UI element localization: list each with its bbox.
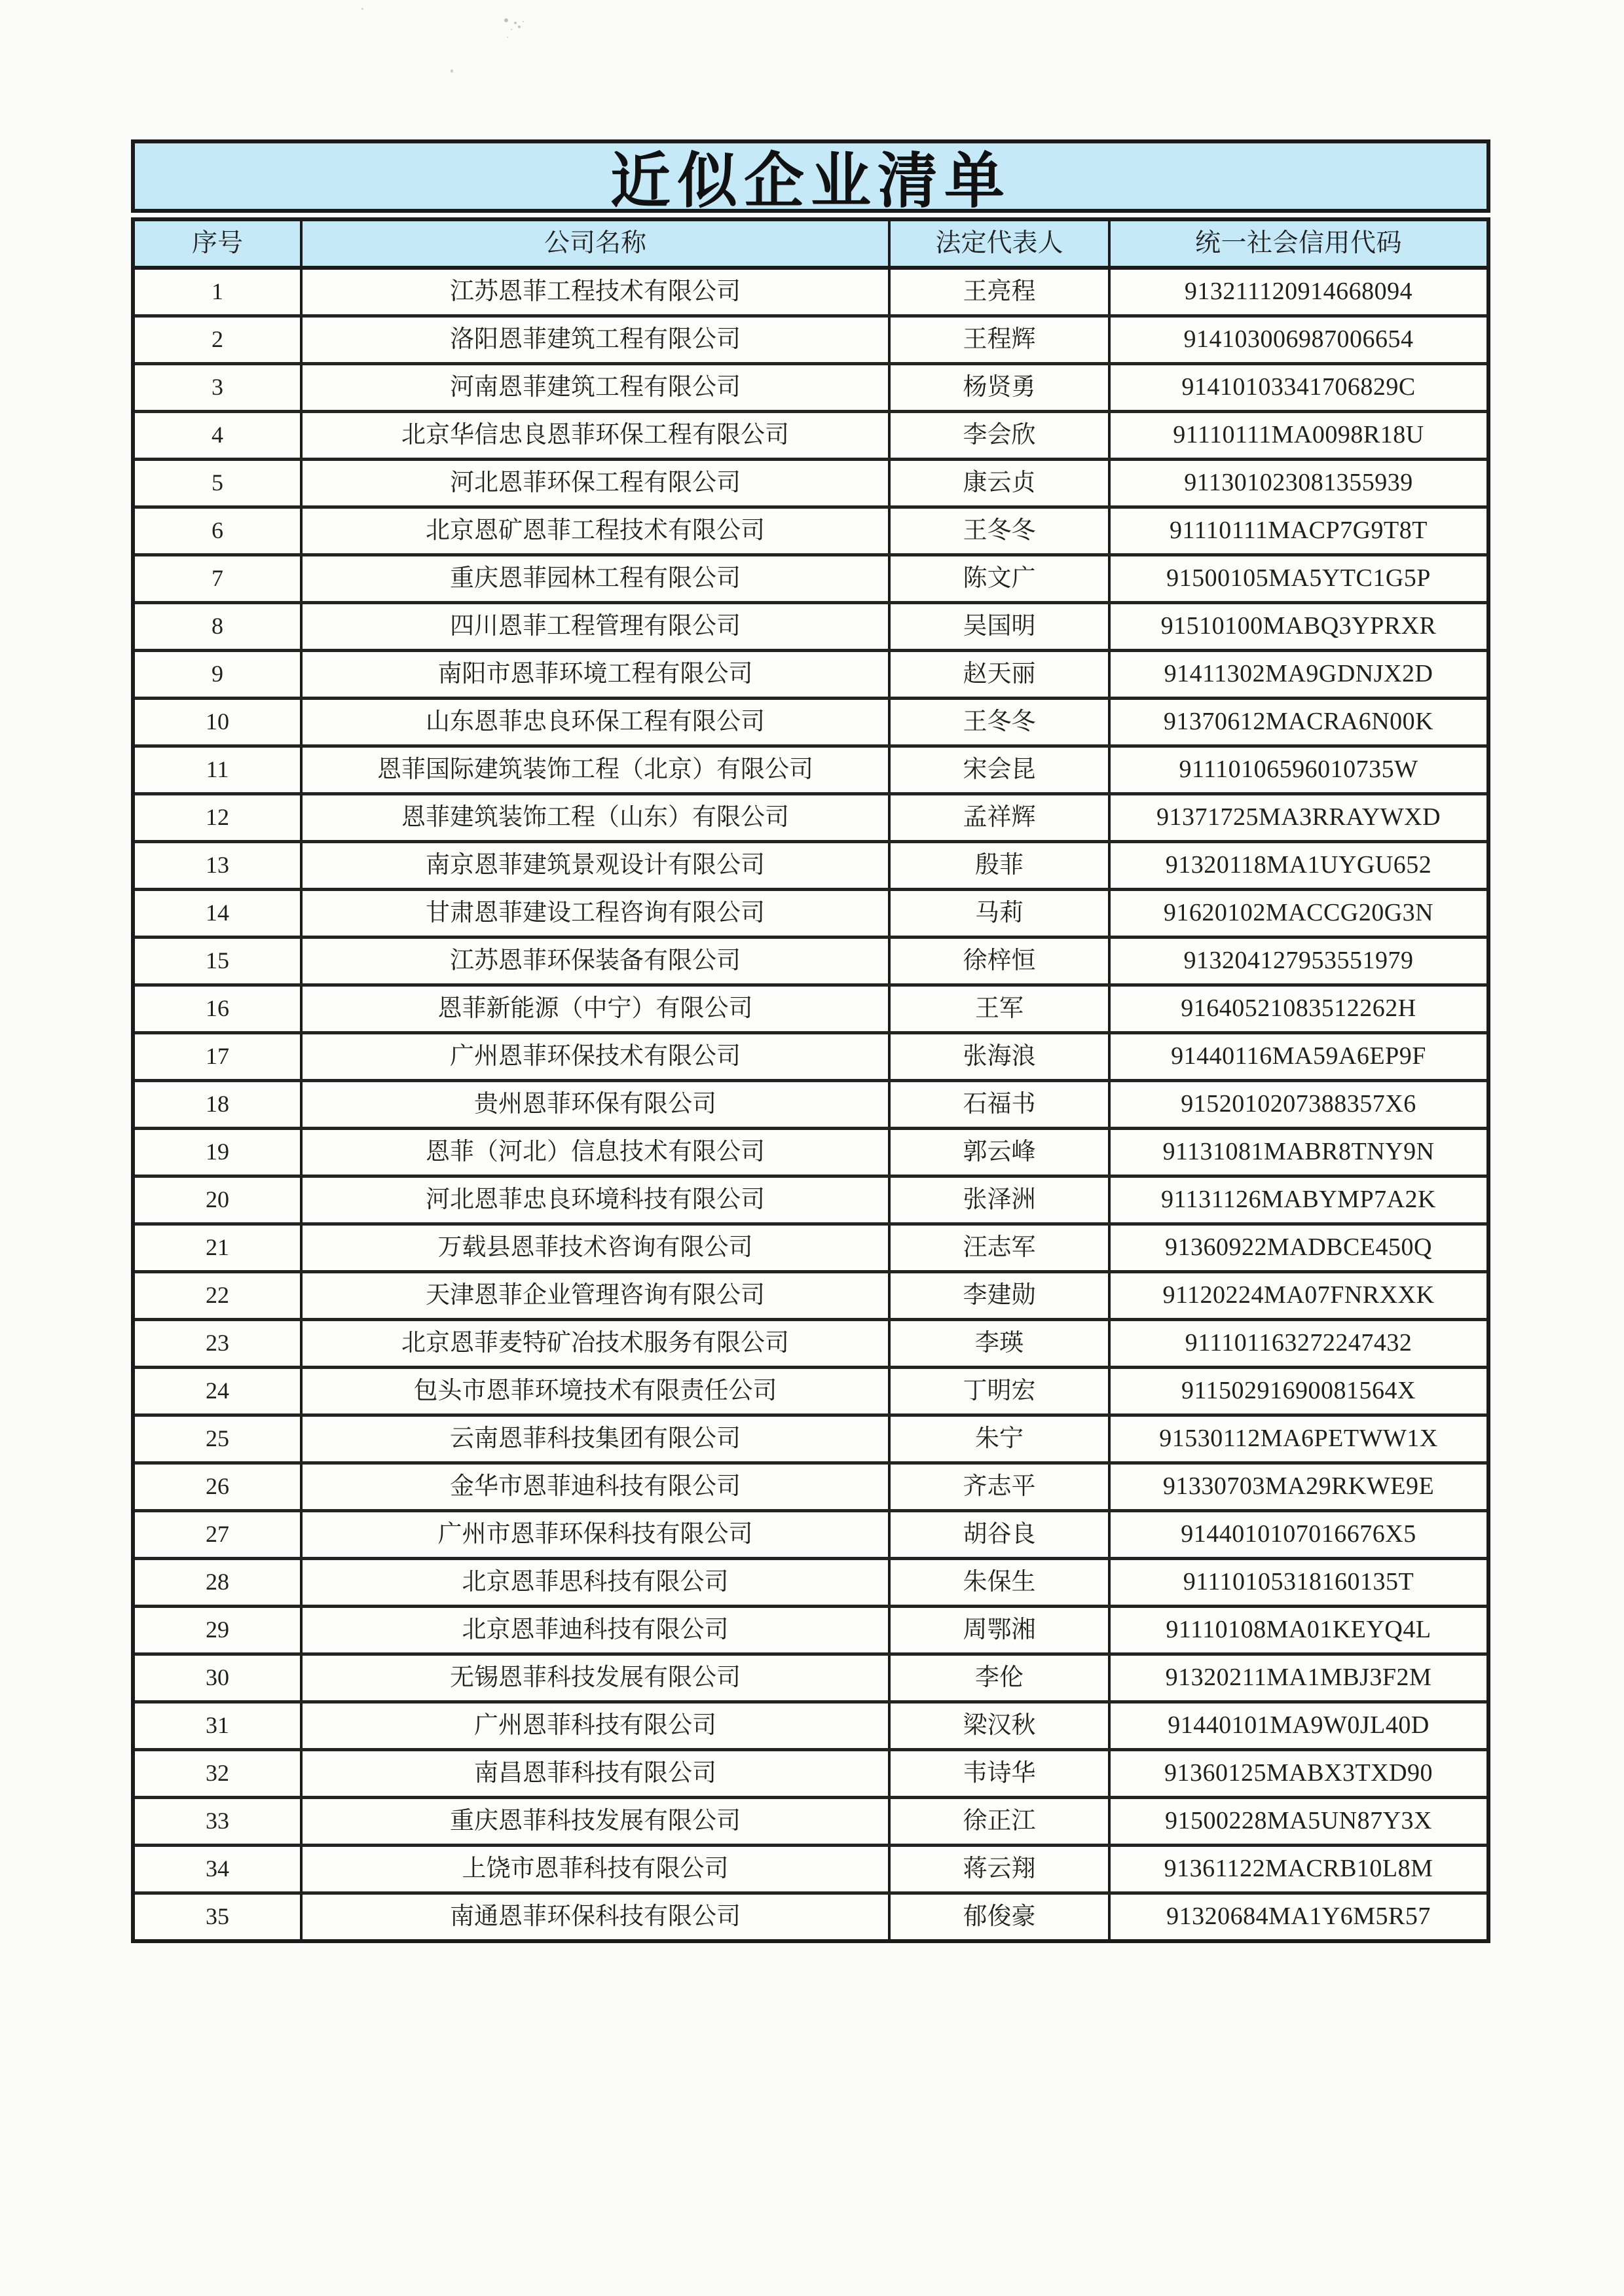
row-company-name: 重庆恩菲园林工程有限公司 [303, 556, 891, 601]
row-credit-code: 91320118MA1UYGU652 [1165, 851, 1432, 879]
row-serial-number: 7 [135, 556, 303, 601]
row-serial-number: 18 [135, 1082, 303, 1127]
row-legal-rep: 郭云峰 [891, 1130, 1111, 1175]
row-legal-rep: 孟祥辉 [891, 795, 1111, 840]
row-serial-number: 20 [135, 1178, 303, 1222]
row-company-name: 南通恩菲环保科技有限公司 [303, 1895, 891, 1939]
row-credit-code: 91360922MADBCE450Q [1164, 1233, 1433, 1262]
row-credit-code: 91131081MABR8TNY9N [1162, 1138, 1435, 1166]
row-credit-code: 91371725MA3RRAYWXD [1156, 803, 1441, 831]
row-credit-code: 911101163272247432 [1185, 1329, 1412, 1357]
row-company-name: 山东恩菲忠良环保工程有限公司 [303, 700, 891, 744]
row-company-name: 无锡恩菲科技发展有限公司 [303, 1656, 891, 1700]
row-legal-rep: 李瑛 [891, 1321, 1111, 1366]
row-serial-number: 29 [135, 1608, 303, 1652]
header-credit-code: 统一社会信用代码 [1194, 228, 1402, 257]
row-company-name: 恩菲国际建筑装饰工程（北京）有限公司 [303, 748, 891, 792]
row-serial-number: 22 [135, 1273, 303, 1318]
row-legal-rep: 殷菲 [891, 843, 1111, 888]
table-row [135, 983, 1486, 1031]
row-company-name: 南昌恩菲科技有限公司 [303, 1751, 891, 1796]
row-serial-number: 27 [135, 1512, 303, 1557]
row-company-name: 恩菲（河北）信息技术有限公司 [303, 1130, 891, 1175]
row-legal-rep: 李会欣 [891, 413, 1111, 458]
row-credit-code: 91510100MABQ3YPRXR [1160, 612, 1437, 640]
table-row [135, 1079, 1486, 1127]
row-serial-number: 1 [135, 270, 303, 314]
table-row [135, 1700, 1486, 1748]
table-row [135, 553, 1486, 601]
row-legal-rep: 王军 [891, 987, 1111, 1031]
row-legal-rep: 郁俊豪 [891, 1895, 1111, 1939]
row-company-name: 广州市恩菲环保科技有限公司 [303, 1512, 891, 1557]
row-credit-code: 91640521083512262H [1181, 994, 1416, 1023]
table-row [135, 1605, 1486, 1652]
row-serial-number: 30 [135, 1656, 303, 1700]
row-company-name: 恩菲新能源（中宁）有限公司 [303, 987, 891, 1031]
row-company-name: 北京恩菲思科技有限公司 [303, 1560, 891, 1605]
row-serial-number: 5 [135, 461, 303, 505]
row-legal-rep: 韦诗华 [891, 1751, 1111, 1796]
row-legal-rep: 康云贞 [891, 461, 1111, 505]
row-credit-code: 9152010207388357X6 [1181, 1090, 1416, 1118]
row-credit-code: 91500228MA5UN87Y3X [1165, 1807, 1432, 1835]
table-row [135, 314, 1486, 362]
table-row [135, 1891, 1486, 1939]
row-legal-rep: 王冬冬 [891, 700, 1111, 744]
row-legal-rep: 李伦 [891, 1656, 1111, 1700]
row-company-name: 包头市恩菲环境技术有限责任公司 [303, 1369, 891, 1413]
row-serial-number: 2 [135, 318, 303, 362]
row-credit-code: 91150291690081564X [1181, 1377, 1416, 1405]
table-row [135, 505, 1486, 553]
row-serial-number: 12 [135, 795, 303, 840]
row-company-name: 贵州恩菲环保有限公司 [303, 1082, 891, 1127]
row-legal-rep: 张海浪 [891, 1034, 1111, 1079]
row-legal-rep: 李建勋 [891, 1273, 1111, 1318]
row-credit-code: 91131126MABYMP7A2K [1160, 1186, 1436, 1214]
table-row [135, 888, 1486, 936]
table-row [135, 1031, 1486, 1079]
row-legal-rep: 梁汉秋 [891, 1704, 1111, 1748]
table-header-row [135, 221, 1486, 270]
row-credit-code: 91110108MA01KEYQ4L [1166, 1616, 1431, 1644]
header-serial-number: 序号 [135, 221, 303, 266]
table-row [135, 1175, 1486, 1222]
row-legal-rep: 宋会昆 [891, 748, 1111, 792]
row-credit-code: 91620102MACCG20G3N [1163, 899, 1434, 927]
row-legal-rep: 胡谷良 [891, 1512, 1111, 1557]
scan-artifact [504, 18, 508, 22]
row-credit-code: 91530112MA6PETWW1X [1159, 1425, 1438, 1453]
row-credit-code: 91500105MA5YTC1G5P [1166, 564, 1431, 592]
row-credit-code: 91120224MA07FNRXXK [1162, 1281, 1435, 1309]
row-legal-rep: 赵天丽 [891, 652, 1111, 697]
table-row [135, 1270, 1486, 1318]
table-row [135, 1413, 1486, 1461]
row-serial-number: 23 [135, 1321, 303, 1366]
table-row [135, 840, 1486, 888]
row-credit-code: 91110111MACP7G9T8T [1170, 517, 1428, 545]
row-legal-rep: 丁明宏 [891, 1369, 1111, 1413]
row-company-name: 广州恩菲科技有限公司 [303, 1704, 891, 1748]
row-credit-code: 91360125MABX3TXD90 [1164, 1759, 1433, 1787]
row-credit-code: 91110111MA0098R18U [1173, 421, 1424, 449]
row-company-name: 恩菲建筑装饰工程（山东）有限公司 [303, 795, 891, 840]
row-serial-number: 21 [135, 1226, 303, 1270]
row-serial-number: 31 [135, 1704, 303, 1748]
row-company-name: 金华市恩菲迪科技有限公司 [303, 1465, 891, 1509]
header-legal-rep: 法定代表人 [891, 221, 1111, 266]
row-legal-rep: 周鄂湘 [891, 1608, 1111, 1652]
table-row [135, 1366, 1486, 1413]
row-company-name: 重庆恩菲科技发展有限公司 [303, 1799, 891, 1844]
table-row [135, 1509, 1486, 1557]
row-legal-rep: 徐正江 [891, 1799, 1111, 1844]
row-serial-number: 13 [135, 843, 303, 888]
row-serial-number: 33 [135, 1799, 303, 1844]
table-row [135, 1796, 1486, 1844]
row-company-name: 甘肃恩菲建设工程咨询有限公司 [303, 891, 891, 936]
row-company-name: 洛阳恩菲建筑工程有限公司 [303, 318, 891, 362]
companies-table [131, 217, 1490, 1943]
row-company-name: 南阳市恩菲环境工程有限公司 [303, 652, 891, 697]
row-legal-rep: 吴国明 [891, 604, 1111, 649]
row-company-name: 云南恩菲科技集团有限公司 [303, 1417, 891, 1461]
row-legal-rep: 朱保生 [891, 1560, 1111, 1605]
table-row [135, 1318, 1486, 1366]
row-credit-code: 91320211MA1MBJ3F2M [1165, 1664, 1432, 1692]
table-row [135, 1748, 1486, 1796]
header-company-name: 公司名称 [303, 221, 891, 266]
row-company-name: 万载县恩菲技术咨询有限公司 [303, 1226, 891, 1270]
row-serial-number: 4 [135, 413, 303, 458]
row-legal-rep: 汪志军 [891, 1226, 1111, 1270]
row-credit-code: 91320684MA1Y6M5R57 [1166, 1903, 1431, 1931]
row-serial-number: 17 [135, 1034, 303, 1079]
row-legal-rep: 马莉 [891, 891, 1111, 936]
row-legal-rep: 杨贤勇 [891, 365, 1111, 410]
row-serial-number: 6 [135, 509, 303, 553]
table-row [135, 270, 1486, 314]
row-serial-number: 19 [135, 1130, 303, 1175]
row-serial-number: 24 [135, 1369, 303, 1413]
row-company-name: 广州恩菲环保技术有限公司 [303, 1034, 891, 1079]
row-serial-number: 35 [135, 1895, 303, 1939]
row-serial-number: 11 [135, 748, 303, 792]
row-company-name: 北京恩菲麦特矿冶技术服务有限公司 [303, 1321, 891, 1366]
row-credit-code: 91440116MA59A6EP9F [1171, 1042, 1426, 1070]
table-body [135, 270, 1486, 1939]
table-row [135, 649, 1486, 697]
row-serial-number: 10 [135, 700, 303, 744]
similar-companies-document [131, 139, 1490, 1943]
table-row [135, 1222, 1486, 1270]
row-company-name: 河南恩菲建筑工程有限公司 [303, 365, 891, 410]
row-legal-rep: 王亮程 [891, 270, 1111, 314]
row-credit-code: 91440101MA9W0JL40D [1168, 1711, 1430, 1740]
row-credit-code: 91411302MA9GDNJX2D [1164, 660, 1433, 688]
row-credit-code: 913204127953551979 [1183, 947, 1414, 975]
row-company-name: 北京恩菲迪科技有限公司 [303, 1608, 891, 1652]
row-serial-number: 28 [135, 1560, 303, 1605]
row-serial-number: 26 [135, 1465, 303, 1509]
row-company-name: 北京恩矿恩菲工程技术有限公司 [303, 509, 891, 553]
table-row [135, 936, 1486, 983]
row-legal-rep: 齐志平 [891, 1465, 1111, 1509]
table-row [135, 697, 1486, 744]
row-company-name: 天津恩菲企业管理咨询有限公司 [303, 1273, 891, 1318]
table-row [135, 1461, 1486, 1509]
row-credit-code: 914103006987006654 [1183, 325, 1414, 354]
table-row [135, 792, 1486, 840]
document-title: 近似企业清单 [131, 139, 1490, 213]
row-serial-number: 25 [135, 1417, 303, 1461]
row-credit-code: 911301023081355939 [1184, 469, 1413, 497]
table-row [135, 362, 1486, 410]
row-legal-rep: 蒋云翔 [891, 1847, 1111, 1891]
row-serial-number: 8 [135, 604, 303, 649]
row-legal-rep: 徐梓恒 [891, 939, 1111, 983]
row-legal-rep: 张泽洲 [891, 1178, 1111, 1222]
table-row [135, 744, 1486, 792]
row-company-name: 南京恩菲建筑景观设计有限公司 [303, 843, 891, 888]
row-legal-rep: 王冬冬 [891, 509, 1111, 553]
row-legal-rep: 石福书 [891, 1082, 1111, 1127]
row-legal-rep: 朱宁 [891, 1417, 1111, 1461]
row-company-name: 江苏恩菲工程技术有限公司 [303, 270, 891, 314]
row-credit-code: 91110106596010735W [1179, 756, 1418, 784]
row-company-name: 上饶市恩菲科技有限公司 [303, 1847, 891, 1891]
row-credit-code: 913211120914668094 [1184, 278, 1413, 306]
row-credit-code: 91370612MACRA6N00K [1163, 708, 1434, 736]
row-serial-number: 34 [135, 1847, 303, 1891]
row-serial-number: 32 [135, 1751, 303, 1796]
table-row [135, 1127, 1486, 1175]
row-serial-number: 3 [135, 365, 303, 410]
row-serial-number: 14 [135, 891, 303, 936]
row-company-name: 北京华信忠良恩菲环保工程有限公司 [303, 413, 891, 458]
row-company-name: 河北恩菲环保工程有限公司 [303, 461, 891, 505]
row-legal-rep: 王程辉 [891, 318, 1111, 362]
table-row [135, 1844, 1486, 1891]
row-serial-number: 16 [135, 987, 303, 1031]
row-credit-code: 91410103341706829C [1181, 373, 1416, 401]
row-credit-code: 9144010107016676X5 [1181, 1520, 1416, 1548]
scan-artifact [451, 69, 453, 73]
table-row [135, 458, 1486, 505]
table-row [135, 601, 1486, 649]
row-credit-code: 91361122MACRB10L8M [1164, 1855, 1433, 1883]
row-company-name: 河北恩菲忠良环境科技有限公司 [303, 1178, 891, 1222]
row-company-name: 四川恩菲工程管理有限公司 [303, 604, 891, 649]
row-credit-code: 91110105318160135T [1183, 1568, 1414, 1596]
row-credit-code: 91330703MA29RKWE9E [1162, 1472, 1435, 1501]
row-serial-number: 9 [135, 652, 303, 697]
scan-artifact [361, 8, 363, 10]
row-legal-rep: 陈文广 [891, 556, 1111, 601]
row-company-name: 江苏恩菲环保装备有限公司 [303, 939, 891, 983]
table-row [135, 1557, 1486, 1605]
row-serial-number: 15 [135, 939, 303, 983]
table-row [135, 410, 1486, 458]
table-row [135, 1652, 1486, 1700]
